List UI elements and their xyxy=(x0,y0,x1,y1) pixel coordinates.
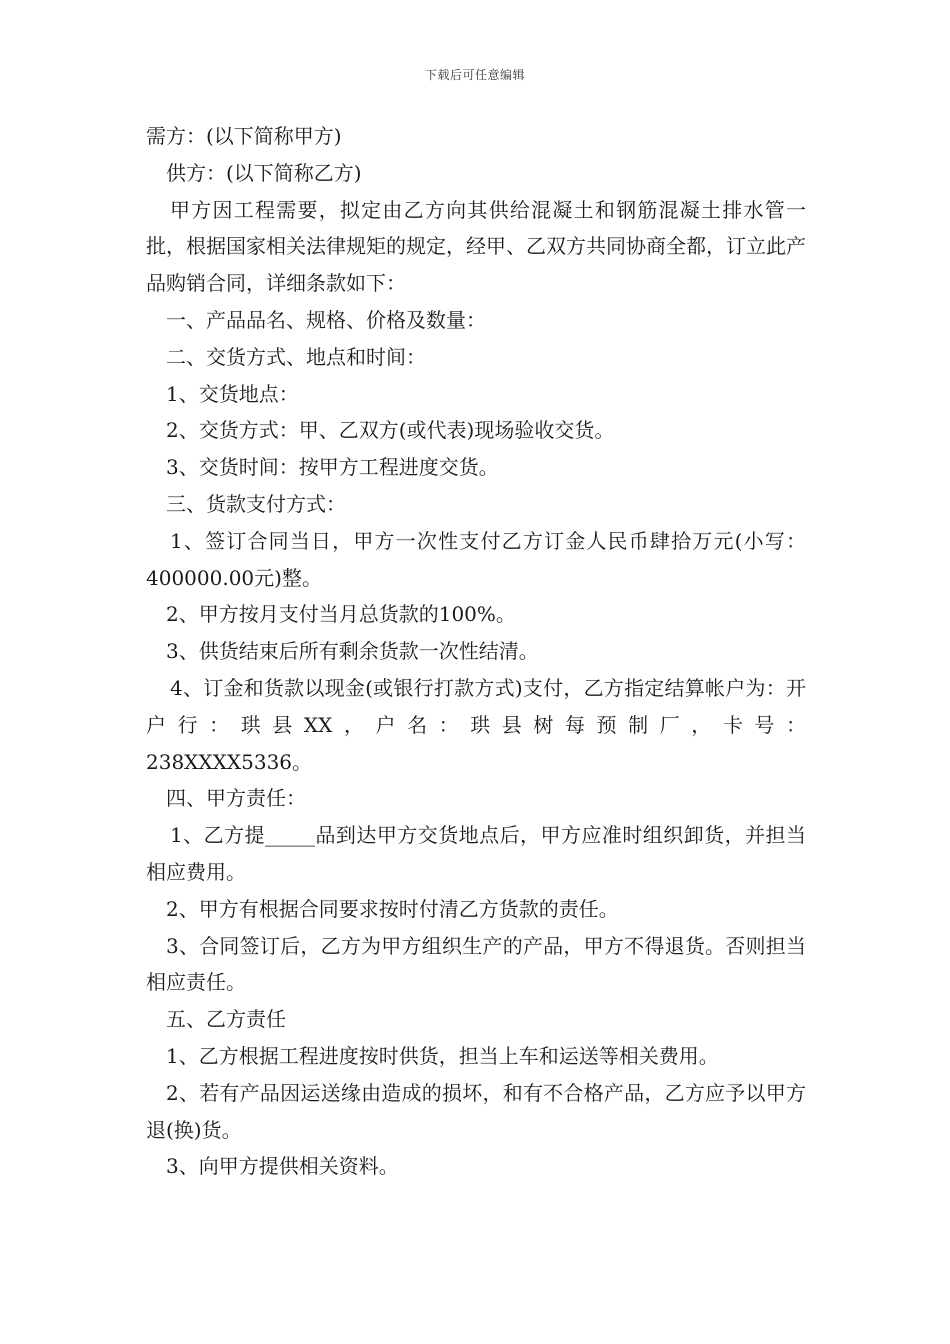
paragraph-intro: 甲方因工程需要，拟定由乙方向其供给混凝土和钢筋混凝土排水管一批，根据国家相关法律规矩的规定，经甲、乙双方共同协商全都，订立此产品购销合同，详细条款如下： xyxy=(146,197,806,296)
account-number: 238XXXX5336。 xyxy=(146,749,313,774)
list-item: 4、订金和货款以现金(或银行打款方式)支付，乙方指定结算帐户为：开户行：珙县XX，户名：珙县树每预制厂，卡号： xyxy=(146,675,806,737)
section-heading-3: 三、货款支付方式： xyxy=(166,491,346,516)
list-item: 1、交货地点： xyxy=(166,381,299,406)
page-header: 下载后可任意编辑 xyxy=(424,68,525,82)
list-item: 3、供货结束后所有剩余货款一次性结清。 xyxy=(166,639,539,664)
list-item: 1、乙方提_____品到达甲方交货地点后，甲方应准时组织卸货，并担当相应费用。 xyxy=(146,823,806,884)
paragraph-supplier: 供方：(以下简称乙方) xyxy=(166,160,362,185)
section-heading-5: 五、乙方责任 xyxy=(166,1007,286,1032)
list-item: 2、甲方按月支付当月总货款的100%。 xyxy=(166,602,516,627)
list-item: 1、签订合同当日，甲方一次性支付乙方订金人民币肆拾万元(小写：400000.00元)整。 xyxy=(146,528,806,590)
list-item: 3、合同签订后，乙方为甲方组织生产的产品，甲方不得退货。否则担当相应责任。 xyxy=(146,933,806,995)
list-item: 2、若有产品因运送缘由造成的损坏，和有不合格产品，乙方应予以甲方退(换)货。 xyxy=(146,1080,806,1142)
list-item: 3、向甲方提供相关资料。 xyxy=(166,1154,399,1179)
list-item: 1、乙方根据工程进度按时供货，担当上车和运送等相关费用。 xyxy=(166,1043,719,1068)
list-item: 3、交货时间：按甲方工程进度交货。 xyxy=(166,455,499,480)
section-heading-4: 四、甲方责任： xyxy=(166,786,306,811)
list-item: 2、交货方式：甲、乙双方(或代表)现场验收交货。 xyxy=(166,418,615,443)
contract-body xyxy=(146,118,806,1185)
section-heading-2: 二、交货方式、地点和时间： xyxy=(166,344,426,369)
list-item: 2、甲方有根据合同要求按时付清乙方货款的责任。 xyxy=(166,896,619,921)
section-heading-1: 一、产品品名、规格、价格及数量： xyxy=(166,307,486,332)
paragraph-buyer: 需方：(以下简称甲方) xyxy=(146,124,342,148)
